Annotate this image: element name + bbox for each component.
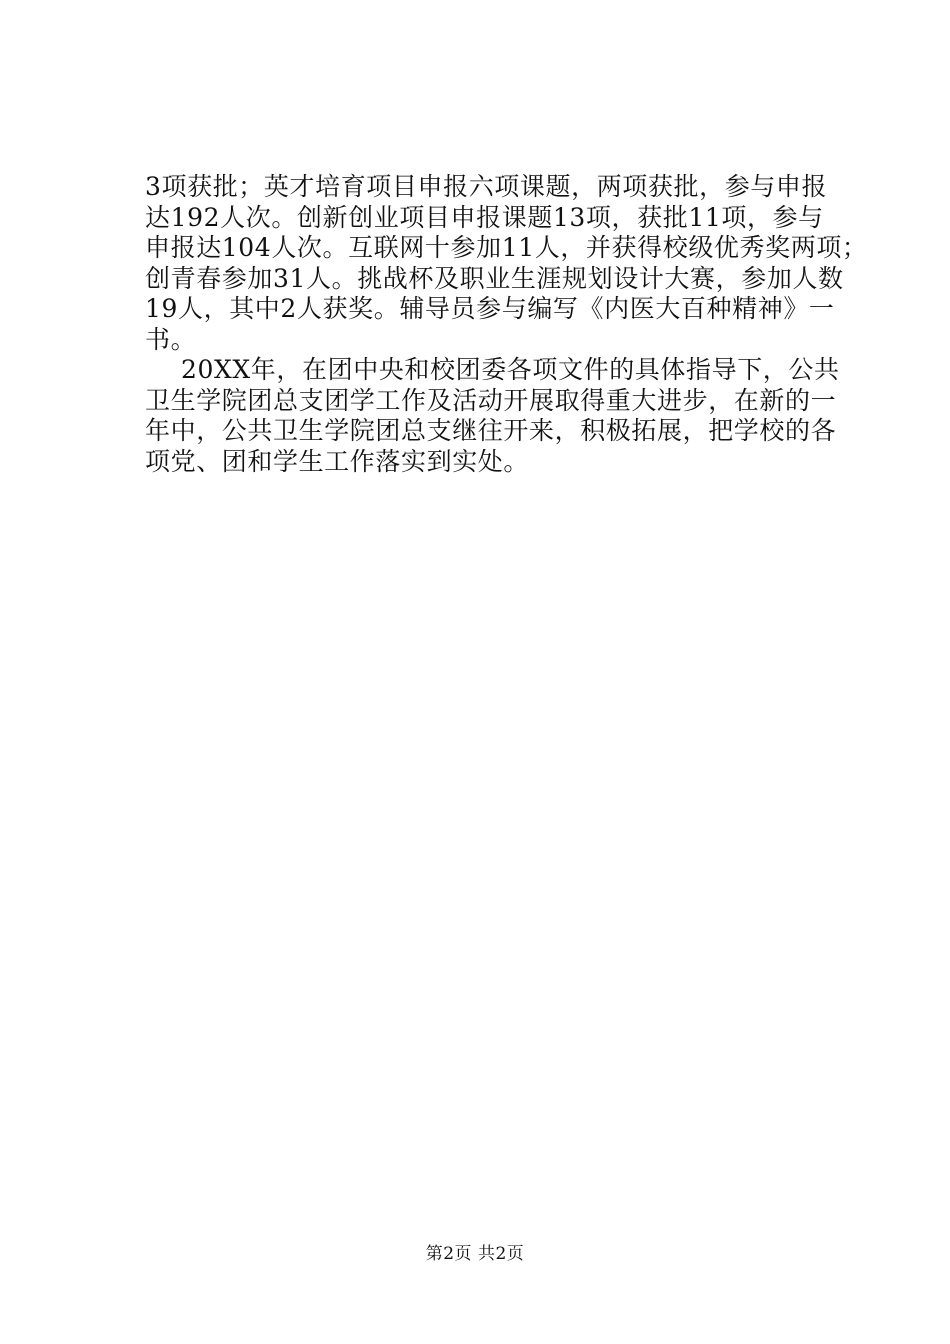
text-line: 卫生学院团总支团学工作及活动开展取得重大进步，在新的一 <box>145 385 837 415</box>
text-line: 3项获批；英才培育项目申报六项课题，两项获批，参与申报 <box>145 172 828 201</box>
text-line: 创青春参加31人。挑战杯及职业生涯规划设计大赛，参加人数 <box>145 263 844 293</box>
text-line: 书。 <box>145 324 197 354</box>
text-line: 项党、团和学生工作落实到实处。 <box>145 446 530 476</box>
paragraph-achievements <box>145 172 868 355</box>
paragraph-summary <box>145 355 840 477</box>
page-footer: 第2页 共2页 <box>425 1244 525 1264</box>
text-line: 申报达104人次。互联网十参加11人，并获得校级优秀奖两项； <box>145 233 868 262</box>
text-line: 19人，其中2人获奖。辅导员参与编写《内医大百种精神》一 <box>145 294 835 323</box>
text-line: 达192人次。创新创业项目申报课题13项，获批11项，参与 <box>145 202 824 232</box>
document-body <box>145 172 868 477</box>
text-line: 20XX年，在团中央和校团委各项文件的具体指导下，公共 <box>181 355 840 384</box>
text-line: 年中，公共卫生学院团总支继往开来，积极拓展，把学校的各 <box>145 416 837 445</box>
